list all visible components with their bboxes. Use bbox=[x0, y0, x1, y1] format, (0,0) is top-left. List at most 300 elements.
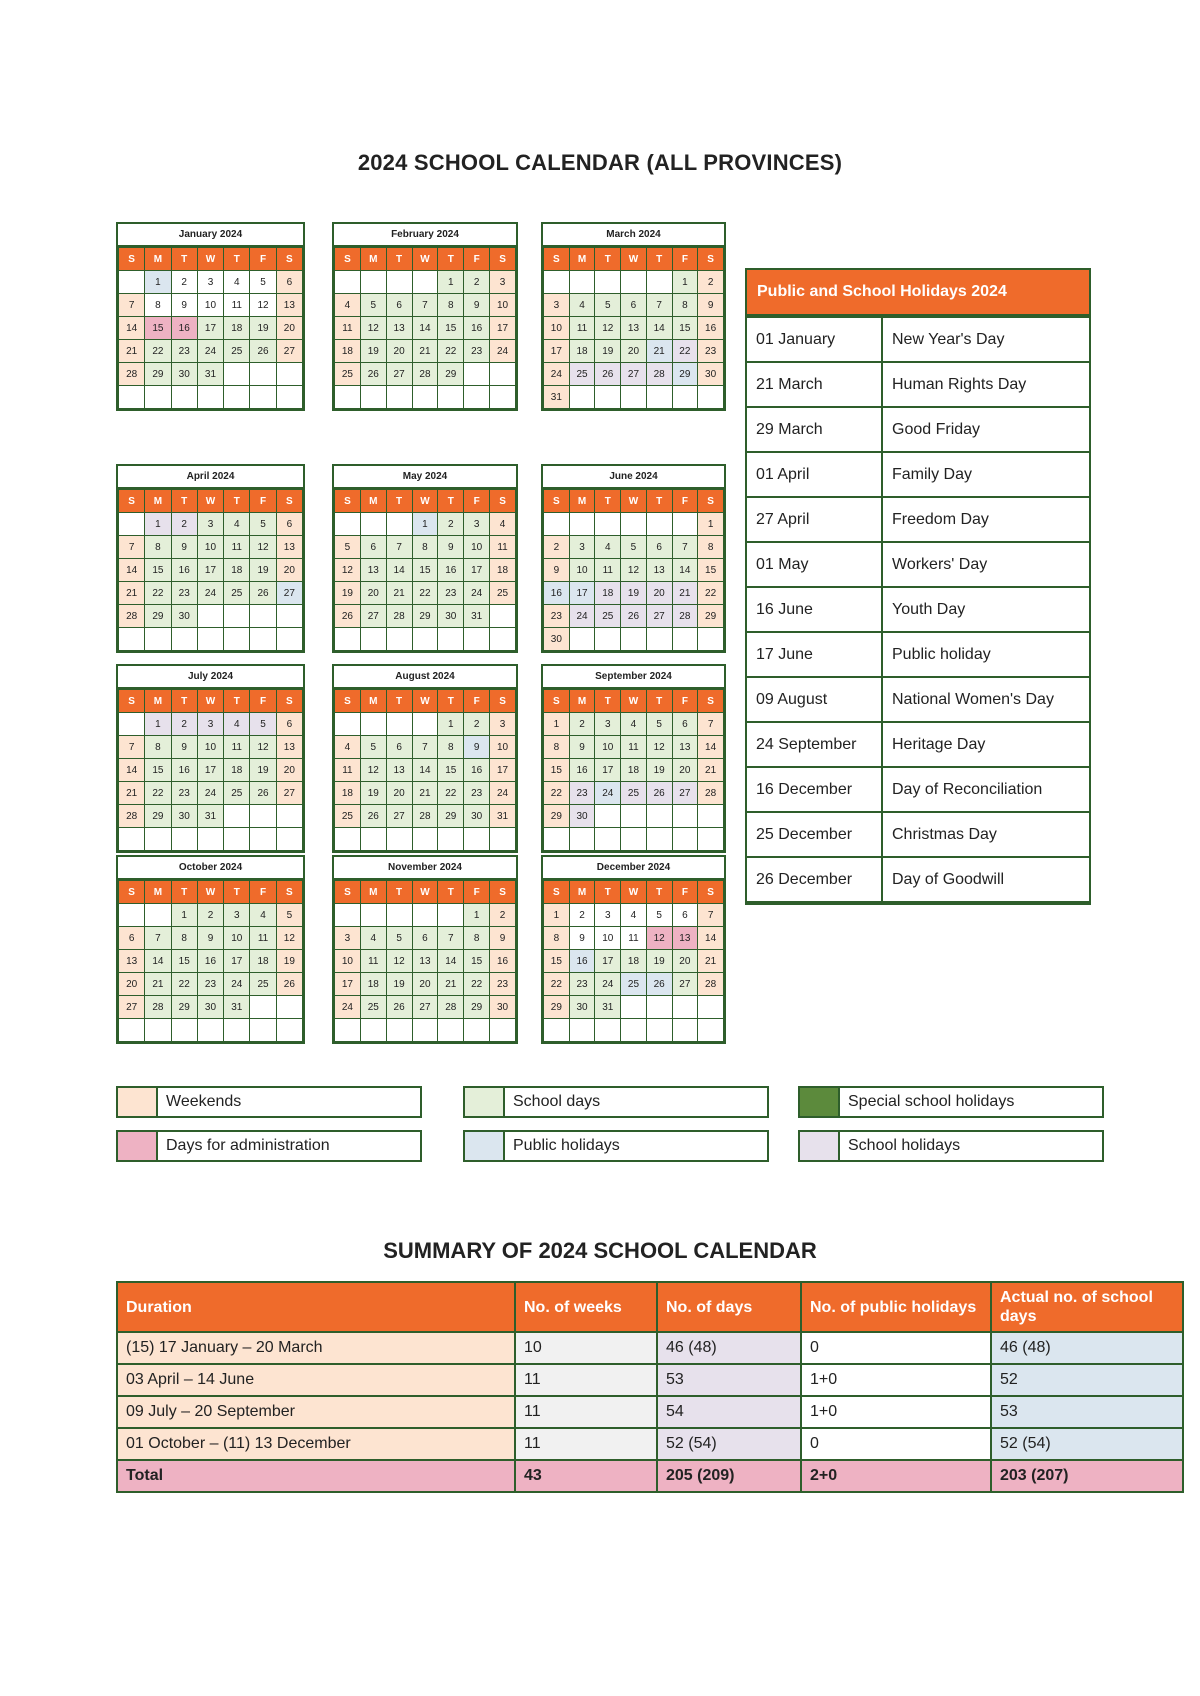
empty-cell bbox=[698, 628, 724, 651]
day-cell: 6 bbox=[672, 904, 698, 927]
empty-cell bbox=[412, 1019, 438, 1042]
empty-cell bbox=[544, 1019, 570, 1042]
legend-swatch bbox=[800, 1088, 840, 1116]
day-cell: 30 bbox=[171, 605, 197, 628]
holiday-date: 01 January bbox=[747, 317, 882, 362]
day-cell: 30 bbox=[464, 805, 490, 828]
empty-cell bbox=[224, 628, 250, 651]
empty-cell bbox=[250, 363, 276, 386]
day-cell: 20 bbox=[276, 317, 302, 340]
day-cell: 1 bbox=[464, 904, 490, 927]
empty-cell bbox=[595, 1019, 621, 1042]
empty-cell bbox=[335, 271, 361, 294]
day-cell: 27 bbox=[412, 996, 438, 1019]
day-cell: 27 bbox=[646, 605, 672, 628]
month-title: January 2024 bbox=[118, 224, 303, 247]
weekday-header: S bbox=[335, 490, 361, 513]
day-cell: 15 bbox=[145, 759, 171, 782]
day-cell: 10 bbox=[224, 927, 250, 950]
holiday-date: 16 June bbox=[747, 587, 882, 632]
day-cell: 13 bbox=[276, 536, 302, 559]
holiday-row bbox=[747, 497, 1089, 542]
day-cell: 27 bbox=[360, 605, 386, 628]
day-cell: 28 bbox=[646, 363, 672, 386]
empty-cell bbox=[197, 386, 223, 409]
day-cell: 23 bbox=[438, 582, 464, 605]
day-cell: 23 bbox=[569, 973, 595, 996]
day-cell: 7 bbox=[412, 736, 438, 759]
day-cell: 22 bbox=[145, 582, 171, 605]
empty-cell bbox=[698, 805, 724, 828]
day-cell: 9 bbox=[490, 927, 516, 950]
day-cell: 14 bbox=[698, 927, 724, 950]
holiday-date: 17 June bbox=[747, 632, 882, 677]
weekday-header: S bbox=[490, 248, 516, 271]
day-cell: 21 bbox=[438, 973, 464, 996]
weekday-header: T bbox=[224, 881, 250, 904]
holidays-title: Public and School Holidays 2024 bbox=[747, 270, 1089, 316]
summary-row bbox=[117, 1396, 1183, 1428]
weekday-header: T bbox=[171, 690, 197, 713]
empty-cell bbox=[276, 628, 302, 651]
holiday-row bbox=[747, 587, 1089, 632]
day-cell: 29 bbox=[145, 605, 171, 628]
summary-cell: 52 bbox=[991, 1364, 1183, 1396]
legend-item bbox=[116, 1130, 422, 1162]
day-cell: 5 bbox=[646, 904, 672, 927]
weekday-header: F bbox=[464, 881, 490, 904]
month-calendar bbox=[541, 664, 726, 853]
summary-cell: 53 bbox=[991, 1396, 1183, 1428]
day-cell: 23 bbox=[464, 782, 490, 805]
day-cell: 10 bbox=[197, 736, 223, 759]
day-cell: 7 bbox=[386, 536, 412, 559]
day-cell: 9 bbox=[197, 927, 223, 950]
day-cell: 2 bbox=[569, 904, 595, 927]
day-cell: 20 bbox=[621, 340, 647, 363]
empty-cell bbox=[224, 363, 250, 386]
weekday-header: M bbox=[569, 248, 595, 271]
day-cell: 25 bbox=[224, 782, 250, 805]
day-cell: 15 bbox=[672, 317, 698, 340]
day-cell: 9 bbox=[544, 559, 570, 582]
day-cell: 27 bbox=[119, 996, 145, 1019]
empty-cell bbox=[250, 605, 276, 628]
day-cell: 24 bbox=[569, 605, 595, 628]
summary-cell: 03 April – 14 June bbox=[117, 1364, 515, 1396]
month-calendar bbox=[332, 664, 518, 853]
day-cell: 1 bbox=[672, 271, 698, 294]
day-cell: 31 bbox=[197, 363, 223, 386]
weekday-header: M bbox=[145, 881, 171, 904]
day-cell: 26 bbox=[276, 973, 302, 996]
day-cell: 28 bbox=[698, 782, 724, 805]
summary-row bbox=[117, 1428, 1183, 1460]
day-cell: 6 bbox=[276, 713, 302, 736]
month-title: December 2024 bbox=[543, 857, 724, 880]
holiday-date: 16 December bbox=[747, 767, 882, 812]
empty-cell bbox=[646, 828, 672, 851]
holiday-row bbox=[747, 362, 1089, 407]
day-cell: 9 bbox=[464, 736, 490, 759]
day-cell: 20 bbox=[412, 973, 438, 996]
holiday-row bbox=[747, 407, 1089, 452]
weekday-header: S bbox=[335, 248, 361, 271]
day-cell: 22 bbox=[171, 973, 197, 996]
weekday-header: F bbox=[464, 490, 490, 513]
day-cell: 21 bbox=[412, 782, 438, 805]
day-cell: 17 bbox=[224, 950, 250, 973]
empty-cell bbox=[145, 828, 171, 851]
day-cell: 22 bbox=[438, 782, 464, 805]
day-cell: 14 bbox=[412, 317, 438, 340]
day-cell: 8 bbox=[412, 536, 438, 559]
empty-cell bbox=[672, 513, 698, 536]
day-cell: 17 bbox=[595, 759, 621, 782]
weekday-header: W bbox=[621, 690, 647, 713]
day-cell: 1 bbox=[145, 713, 171, 736]
holiday-name: Human Rights Day bbox=[882, 362, 1089, 407]
day-cell: 24 bbox=[490, 340, 516, 363]
weekday-header: W bbox=[621, 248, 647, 271]
day-cell: 14 bbox=[438, 950, 464, 973]
summary-total-cell: 205 (209) bbox=[657, 1460, 801, 1492]
empty-cell bbox=[335, 628, 361, 651]
empty-cell bbox=[646, 996, 672, 1019]
day-cell: 25 bbox=[595, 605, 621, 628]
day-cell: 16 bbox=[544, 582, 570, 605]
legend-label: Public holidays bbox=[513, 1137, 620, 1154]
summary-cell: 1+0 bbox=[801, 1364, 991, 1396]
day-cell: 28 bbox=[672, 605, 698, 628]
empty-cell bbox=[672, 996, 698, 1019]
weekday-header: T bbox=[438, 248, 464, 271]
day-cell: 10 bbox=[197, 294, 223, 317]
empty-cell bbox=[224, 805, 250, 828]
empty-cell bbox=[360, 628, 386, 651]
day-cell: 10 bbox=[464, 536, 490, 559]
weekday-header: S bbox=[698, 490, 724, 513]
empty-cell bbox=[621, 628, 647, 651]
day-cell: 11 bbox=[224, 294, 250, 317]
holidays-table bbox=[745, 268, 1091, 905]
day-cell: 14 bbox=[646, 317, 672, 340]
summary-header: No. of public holidays bbox=[801, 1282, 991, 1332]
day-cell: 29 bbox=[438, 805, 464, 828]
empty-cell bbox=[621, 386, 647, 409]
day-cell: 29 bbox=[464, 996, 490, 1019]
day-cell: 16 bbox=[197, 950, 223, 973]
day-cell: 22 bbox=[544, 782, 570, 805]
day-cell: 24 bbox=[197, 582, 223, 605]
weekday-header: W bbox=[412, 490, 438, 513]
legend-item bbox=[463, 1086, 769, 1118]
summary-cell: 53 bbox=[657, 1364, 801, 1396]
weekday-header: T bbox=[386, 248, 412, 271]
legend-swatch bbox=[118, 1132, 158, 1160]
empty-cell bbox=[360, 513, 386, 536]
empty-cell bbox=[145, 904, 171, 927]
day-cell: 21 bbox=[119, 582, 145, 605]
day-cell: 24 bbox=[595, 973, 621, 996]
day-cell: 4 bbox=[224, 513, 250, 536]
day-cell: 21 bbox=[698, 759, 724, 782]
day-cell: 1 bbox=[412, 513, 438, 536]
legend-label: Special school holidays bbox=[848, 1093, 1015, 1110]
day-cell: 9 bbox=[438, 536, 464, 559]
weekday-header: T bbox=[386, 881, 412, 904]
day-cell: 19 bbox=[595, 340, 621, 363]
day-cell: 2 bbox=[171, 271, 197, 294]
weekday-header: M bbox=[360, 690, 386, 713]
day-cell: 30 bbox=[197, 996, 223, 1019]
day-cell: 22 bbox=[145, 782, 171, 805]
day-cell: 20 bbox=[386, 340, 412, 363]
empty-cell bbox=[621, 828, 647, 851]
summary-title: SUMMARY OF 2024 SCHOOL CALENDAR bbox=[383, 1238, 817, 1263]
day-cell: 2 bbox=[464, 271, 490, 294]
day-cell: 7 bbox=[145, 927, 171, 950]
day-cell: 22 bbox=[544, 973, 570, 996]
day-cell: 31 bbox=[464, 605, 490, 628]
empty-cell bbox=[595, 805, 621, 828]
day-cell: 24 bbox=[197, 782, 223, 805]
empty-cell bbox=[595, 513, 621, 536]
weekday-header: F bbox=[672, 690, 698, 713]
day-cell: 25 bbox=[224, 582, 250, 605]
weekday-header: S bbox=[276, 248, 302, 271]
summary-cell: 52 (54) bbox=[991, 1428, 1183, 1460]
weekday-header: T bbox=[595, 881, 621, 904]
day-cell: 11 bbox=[569, 317, 595, 340]
empty-cell bbox=[438, 828, 464, 851]
empty-cell bbox=[360, 271, 386, 294]
summary-cell: 54 bbox=[657, 1396, 801, 1428]
day-cell: 10 bbox=[595, 736, 621, 759]
day-cell: 20 bbox=[386, 782, 412, 805]
empty-cell bbox=[569, 271, 595, 294]
day-cell: 24 bbox=[464, 582, 490, 605]
summary-total-row bbox=[117, 1460, 1183, 1492]
day-cell: 23 bbox=[698, 340, 724, 363]
day-cell: 19 bbox=[621, 582, 647, 605]
empty-cell bbox=[672, 828, 698, 851]
day-cell: 4 bbox=[569, 294, 595, 317]
day-cell: 11 bbox=[490, 536, 516, 559]
empty-cell bbox=[646, 628, 672, 651]
empty-cell bbox=[276, 1019, 302, 1042]
summary-cell: 11 bbox=[515, 1396, 657, 1428]
day-cell: 6 bbox=[276, 271, 302, 294]
empty-cell bbox=[621, 513, 647, 536]
day-cell: 19 bbox=[360, 782, 386, 805]
empty-cell bbox=[197, 628, 223, 651]
day-cell: 14 bbox=[672, 559, 698, 582]
day-cell: 11 bbox=[224, 536, 250, 559]
month-calendar bbox=[116, 464, 305, 653]
day-cell: 16 bbox=[171, 759, 197, 782]
summary-cell: 46 (48) bbox=[657, 1332, 801, 1364]
holiday-date: 25 December bbox=[747, 812, 882, 857]
summary-table bbox=[116, 1281, 1184, 1493]
weekday-header: S bbox=[490, 881, 516, 904]
month-title: September 2024 bbox=[543, 666, 724, 689]
summary-cell: (15) 17 January – 20 March bbox=[117, 1332, 515, 1364]
day-cell: 26 bbox=[360, 805, 386, 828]
day-cell: 15 bbox=[171, 950, 197, 973]
empty-cell bbox=[595, 828, 621, 851]
legend-item bbox=[798, 1130, 1104, 1162]
day-cell: 16 bbox=[171, 559, 197, 582]
day-cell: 16 bbox=[698, 317, 724, 340]
day-cell: 9 bbox=[171, 536, 197, 559]
day-cell: 7 bbox=[119, 536, 145, 559]
summary-cell: 09 July – 20 September bbox=[117, 1396, 515, 1428]
weekday-header: S bbox=[544, 881, 570, 904]
holiday-name: Family Day bbox=[882, 452, 1089, 497]
summary-cell: 01 October – (11) 13 December bbox=[117, 1428, 515, 1460]
day-cell: 23 bbox=[171, 340, 197, 363]
day-cell: 21 bbox=[145, 973, 171, 996]
day-cell: 18 bbox=[224, 759, 250, 782]
holiday-name: Heritage Day bbox=[882, 722, 1089, 767]
day-cell: 27 bbox=[276, 582, 302, 605]
holiday-name: Youth Day bbox=[882, 587, 1089, 632]
empty-cell bbox=[698, 996, 724, 1019]
empty-cell bbox=[335, 828, 361, 851]
day-cell: 14 bbox=[119, 317, 145, 340]
empty-cell bbox=[250, 805, 276, 828]
day-cell: 17 bbox=[464, 559, 490, 582]
day-cell: 15 bbox=[438, 759, 464, 782]
day-cell: 6 bbox=[386, 736, 412, 759]
day-cell: 25 bbox=[621, 782, 647, 805]
day-cell: 3 bbox=[490, 713, 516, 736]
day-cell: 27 bbox=[672, 782, 698, 805]
day-cell: 6 bbox=[672, 713, 698, 736]
empty-cell bbox=[621, 1019, 647, 1042]
day-cell: 13 bbox=[119, 950, 145, 973]
weekday-header: W bbox=[621, 881, 647, 904]
holiday-name: Good Friday bbox=[882, 407, 1089, 452]
empty-cell bbox=[544, 828, 570, 851]
day-cell: 13 bbox=[621, 317, 647, 340]
empty-cell bbox=[412, 904, 438, 927]
day-cell: 15 bbox=[412, 559, 438, 582]
month-title: July 2024 bbox=[118, 666, 303, 689]
day-cell: 11 bbox=[360, 950, 386, 973]
empty-cell bbox=[171, 628, 197, 651]
holiday-name: Workers' Day bbox=[882, 542, 1089, 587]
day-cell: 1 bbox=[438, 271, 464, 294]
empty-cell bbox=[276, 828, 302, 851]
day-cell: 30 bbox=[438, 605, 464, 628]
holiday-row bbox=[747, 812, 1089, 857]
day-cell: 28 bbox=[119, 605, 145, 628]
empty-cell bbox=[386, 1019, 412, 1042]
day-cell: 8 bbox=[672, 294, 698, 317]
empty-cell bbox=[595, 628, 621, 651]
day-cell: 13 bbox=[646, 559, 672, 582]
summary-header: Actual no. of school days bbox=[991, 1282, 1183, 1332]
month-calendar bbox=[541, 222, 726, 411]
holiday-date: 09 August bbox=[747, 677, 882, 722]
empty-cell bbox=[646, 1019, 672, 1042]
weekday-header: T bbox=[595, 248, 621, 271]
empty-cell bbox=[386, 271, 412, 294]
day-cell: 19 bbox=[276, 950, 302, 973]
day-cell: 25 bbox=[335, 805, 361, 828]
day-cell: 13 bbox=[360, 559, 386, 582]
day-cell: 6 bbox=[360, 536, 386, 559]
empty-cell bbox=[145, 628, 171, 651]
weekday-header: T bbox=[646, 248, 672, 271]
weekday-header: S bbox=[276, 490, 302, 513]
month-calendar bbox=[116, 664, 305, 853]
day-cell: 10 bbox=[490, 294, 516, 317]
empty-cell bbox=[464, 386, 490, 409]
holiday-name: Public holiday bbox=[882, 632, 1089, 677]
weekday-header: T bbox=[171, 490, 197, 513]
day-cell: 25 bbox=[621, 973, 647, 996]
day-cell: 7 bbox=[698, 904, 724, 927]
day-cell: 20 bbox=[646, 582, 672, 605]
day-cell: 7 bbox=[412, 294, 438, 317]
summary-total-cell: 203 (207) bbox=[991, 1460, 1183, 1492]
day-cell: 17 bbox=[197, 559, 223, 582]
day-cell: 17 bbox=[544, 340, 570, 363]
weekday-header: S bbox=[698, 881, 724, 904]
day-cell: 23 bbox=[569, 782, 595, 805]
empty-cell bbox=[335, 1019, 361, 1042]
day-cell: 15 bbox=[544, 759, 570, 782]
empty-cell bbox=[276, 386, 302, 409]
day-cell: 7 bbox=[672, 536, 698, 559]
day-cell: 24 bbox=[595, 782, 621, 805]
day-cell: 17 bbox=[595, 950, 621, 973]
day-cell: 10 bbox=[490, 736, 516, 759]
empty-cell bbox=[119, 904, 145, 927]
empty-cell bbox=[490, 386, 516, 409]
empty-cell bbox=[276, 363, 302, 386]
day-cell: 3 bbox=[595, 904, 621, 927]
weekday-header: M bbox=[569, 490, 595, 513]
day-cell: 27 bbox=[621, 363, 647, 386]
day-cell: 2 bbox=[544, 536, 570, 559]
day-cell: 4 bbox=[250, 904, 276, 927]
weekday-header: T bbox=[386, 690, 412, 713]
holiday-row bbox=[747, 452, 1089, 497]
holiday-name: Day of Goodwill bbox=[882, 857, 1089, 902]
empty-cell bbox=[386, 828, 412, 851]
day-cell: 16 bbox=[438, 559, 464, 582]
summary-cell: 0 bbox=[801, 1428, 991, 1460]
day-cell: 4 bbox=[335, 736, 361, 759]
empty-cell bbox=[335, 513, 361, 536]
day-cell: 1 bbox=[698, 513, 724, 536]
summary-header: No. of weeks bbox=[515, 1282, 657, 1332]
day-cell: 7 bbox=[438, 927, 464, 950]
weekday-header: F bbox=[250, 490, 276, 513]
holiday-date: 01 April bbox=[747, 452, 882, 497]
day-cell: 13 bbox=[672, 736, 698, 759]
legend-swatch bbox=[465, 1088, 505, 1116]
day-cell: 28 bbox=[438, 996, 464, 1019]
empty-cell bbox=[621, 805, 647, 828]
day-cell: 25 bbox=[569, 363, 595, 386]
day-cell: 18 bbox=[224, 559, 250, 582]
day-cell: 12 bbox=[250, 294, 276, 317]
